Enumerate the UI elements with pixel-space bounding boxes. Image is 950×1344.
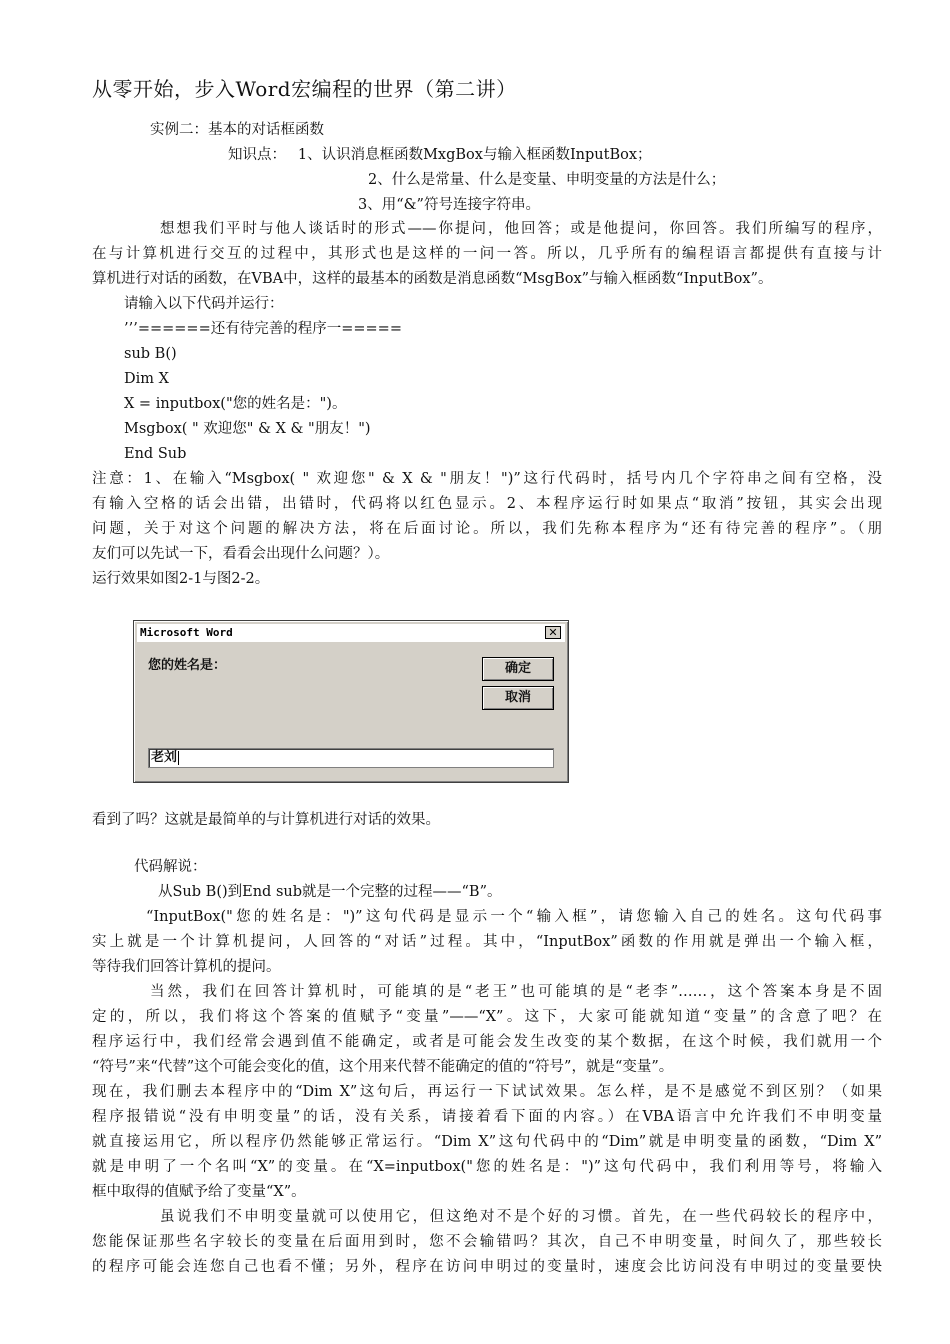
dim-line-1: 现在，我们删去本程序中的“Dim X”这句后，再运行一下试试效果。怎么样，是不是感觉不到区别？（如果 — [92, 1084, 882, 1100]
dim-line-3: 就直接运用它，所以程序仍然能够正常运行。“Dim X”这句代码中的“Dim”就是申明变量的函数，“Dim X” — [92, 1134, 882, 1150]
dim-line-5: 框中取得的值赋予给了变量“X”。 — [92, 1184, 306, 1200]
knowledge-point-2: 2、什么是常量、什么是变量、申明变量的方法是什么； — [368, 172, 726, 188]
ok-button[interactable]: 确定 — [482, 657, 554, 681]
variable-line-3: 程序运行中，我们经常会遇到值不能确定，或者是可能会发生改变的某个数据，在这个时候，我们就用一个 — [92, 1034, 882, 1050]
intro-line-2: 在与计算机进行交互的过程中，其形式也是这样的一问一答。所以，几乎所有的编程语言都提供有直接与计 — [92, 246, 882, 262]
code-line-2: sub B() — [124, 346, 177, 362]
cancel-button[interactable]: 取消 — [482, 686, 554, 710]
note-line-2: 有输入空格的话会出错，出错时，代码将以红色显示。2、本程序运行时如果点“取消”按钮，其实会出现 — [92, 496, 882, 512]
run-effect: 运行效果如图2-1与图2-2。 — [92, 571, 270, 587]
dialog-prompt: 您的姓名是： — [148, 658, 227, 673]
explain-line-3: 实上就是一个计算机提问，人回答的“对话”过程。其中，“InputBox”函数的作用就是弹出一个输入框， — [92, 934, 882, 950]
name-input-value: 老刘 — [151, 750, 178, 765]
habit-line-1: 虽说我们不申明变量就可以使用它，但这绝对不是个好的习惯。首先，在一些代码较长的程序中， — [160, 1209, 882, 1225]
dim-line-2: 程序报错说“没有申明变量”的话，没有关系，请接着看下面的内容。）在VBA语言中允许我们不申明变量 — [92, 1109, 882, 1125]
after-dialog: 看到了吗？这就是最简单的与计算机进行对话的效果。 — [92, 812, 440, 828]
intro-line-3: 算机进行对话的函数，在VBA中，这样的最基本的函数是消息函数“MsgBox”与输入框函数“InputBox”。 — [92, 271, 773, 287]
dim-line-4: 就是申明了一个名叫“X”的变量。在“X=inputbox("您的姓名是：")”这句代码中，我们利用等号，将输入 — [92, 1159, 882, 1175]
note-line-1: 注意：1、在输入“Msgbox( " 欢迎您" & X & "朋友！")”这行代码时，括号内几个字符串之间有空格，没 — [92, 471, 882, 487]
explain-line-2: “InputBox("您的姓名是：")”这句代码是显示一个“输入框”，请您输入自己的姓名。这句代码事 — [146, 909, 882, 925]
dialog-title: Microsoft Word — [140, 626, 233, 639]
habit-line-2: 您能保证那些名字较长的变量在后面用到时，您不会输错吗？其次，自己不申明变量，时间久了，那些较长 — [92, 1234, 882, 1250]
text-caret — [178, 751, 179, 765]
dialog-titlebar — [137, 624, 565, 642]
name-input[interactable] — [148, 748, 554, 768]
knowledge-point-1: 知识点： 1、认识消息框函数MxgBox与输入框函数InputBox； — [228, 147, 652, 163]
inputbox-dialog — [133, 620, 569, 783]
variable-line-2: 定的，所以，我们将这个答案的值赋予“变量”——“X”。这下，大家可能就知道“变量”的含意了吧？在 — [92, 1009, 882, 1025]
explain-line-1: 从Sub B()到End sub就是一个完整的过程——“B”。 — [158, 884, 502, 900]
code-line-6: End Sub — [124, 446, 187, 462]
variable-line-1: 当然，我们在回答计算机时，可能填的是“老王”也可能填的是“老李”……，这个答案本身是不固 — [150, 984, 882, 1000]
note-line-3: 问题，关于对这个问题的解决方法，将在后面讨论。所以，我们先称本程序为“还有待完善的程序”。（朋 — [92, 521, 882, 537]
code-line-5: Msgbox( " 欢迎您" & X & "朋友！") — [124, 421, 371, 437]
code-line-1: ’’’======还有待完善的程序一===== — [124, 321, 402, 337]
knowledge-point-3: 3、用“&”符号连接字符串。 — [358, 197, 540, 213]
explain-heading: 代码解说： — [134, 859, 207, 875]
habit-line-3: 的程序可能会连您自己也看不懂；另外，程序在访问申明过的变量时，速度会比访问没有申明过的变量要快 — [92, 1259, 882, 1275]
example-heading: 实例二：基本的对话框函数 — [150, 122, 324, 138]
close-icon[interactable]: ✕ — [545, 626, 561, 639]
code-line-3: Dim X — [124, 371, 169, 387]
page-title: 从零开始，步入Word宏编程的世界（第二讲） — [92, 77, 517, 101]
note-line-4: 友们可以先试一下，看看会出现什么问题？）。 — [92, 546, 390, 562]
intro-line-1: 想想我们平时与他人谈话时的形式——你提问，他回答；或是他提问，你回答。我们所编写的程序， — [160, 221, 882, 237]
explain-line-4: 等待我们回答计算机的提问。 — [92, 959, 281, 975]
code-prompt: 请输入以下代码并运行： — [124, 296, 284, 312]
variable-line-4: “符号”来“代替”这个可能会变化的值，这个用来代替不能确定的值的“符号”，就是“变量”。 — [92, 1059, 674, 1075]
code-line-4: X = inputbox("您的姓名是：")。 — [124, 396, 347, 412]
